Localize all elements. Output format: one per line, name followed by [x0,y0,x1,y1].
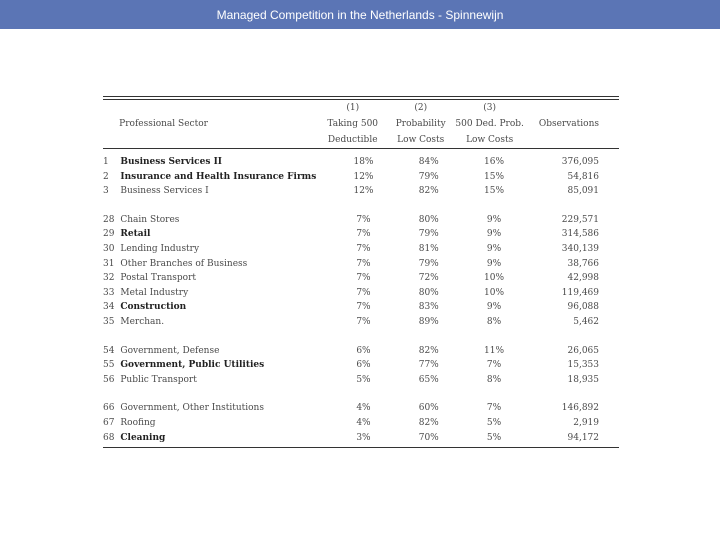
sector-name: Retail [120,229,151,240]
col-header: Taking 500 [327,119,379,129]
row-number: 54 [103,345,115,356]
value-taking-500: 5% [356,374,371,385]
row-number: 31 [103,258,115,269]
header-row-numbers [103,100,619,116]
value-prob-low-costs: 80% [418,287,439,298]
table-row [103,155,619,170]
value-500-ded-prob: 9% [486,302,502,313]
value-prob-low-costs: 89% [418,316,439,327]
row-number: 1 [103,157,109,167]
header-bar [0,0,720,29]
col-number: (1) [346,103,360,113]
row-number: 33 [103,287,115,298]
value-taking-500: 4% [356,417,371,428]
value-taking-500: 7% [356,258,371,269]
sector-name: Government, Public Utilities [120,360,265,371]
col-header: Probability [395,119,446,129]
observations: 2,919 [573,417,599,428]
row-number: 67 [103,417,115,428]
value-taking-500: 18% [353,157,374,167]
value-prob-low-costs: 80% [418,214,439,225]
observations: 38,766 [567,258,599,269]
sector-header: Professional Sector [119,119,208,129]
value-500-ded-prob: 15% [484,171,505,182]
value-taking-500: 6% [356,345,371,356]
value-prob-low-costs: 79% [418,258,439,269]
value-prob-low-costs: 79% [418,171,439,182]
table-row [103,416,619,431]
row-number: 2 [103,171,109,182]
sector-name: Other Branches of Business [120,258,248,269]
value-taking-500: 7% [356,229,371,240]
row-number: 32 [103,273,115,284]
col-header: Deductible [327,135,378,145]
col-header: Low Costs [466,135,514,145]
row-number: 55 [103,360,115,371]
row-number: 29 [103,229,115,240]
value-prob-low-costs: 82% [418,186,439,197]
results-table [103,96,619,448]
value-500-ded-prob: 7% [486,403,502,414]
table-row [103,257,619,272]
sector-name: Metal Industry [120,287,189,298]
col-header: 500 Ded. Prob. [455,119,524,129]
table-row [103,358,619,373]
observations: 54,816 [567,171,599,182]
value-taking-500: 7% [356,302,371,313]
sector-name: Postal Transport [120,273,197,284]
value-prob-low-costs: 70% [418,432,439,443]
value-taking-500: 4% [356,403,371,414]
table-body [103,149,619,447]
row-number: 34 [103,302,115,313]
table-row [103,271,619,286]
observations: 5,462 [573,316,599,327]
value-500-ded-prob: 16% [484,157,505,167]
col-number: (3) [483,103,497,113]
sector-name: Government, Other Institutions [120,403,264,414]
row-number: 30 [103,243,115,254]
observations: 96,088 [567,302,599,313]
value-500-ded-prob: 8% [486,316,502,327]
value-taking-500: 7% [356,316,371,327]
sector-name: Lending Industry [120,243,200,254]
table-row [103,286,619,301]
header-row-2 [103,132,619,148]
value-taking-500: 12% [353,171,374,182]
value-500-ded-prob: 9% [486,243,502,254]
table-row [103,213,619,228]
value-prob-low-costs: 84% [418,157,439,167]
group-spacer [103,330,619,344]
sector-name: Cleaning [120,432,166,443]
table-row [103,170,619,185]
sector-name: Public Transport [120,374,197,385]
value-500-ded-prob: 9% [486,229,502,240]
observations: 94,172 [567,432,599,443]
observations: 26,065 [567,345,599,356]
observations: 340,139 [561,243,599,254]
observations: 85,091 [567,186,599,197]
table-row [103,227,619,242]
observations: 229,571 [561,214,599,225]
value-500-ded-prob: 10% [484,287,505,298]
value-prob-low-costs: 60% [418,403,439,414]
value-500-ded-prob: 7% [486,360,502,371]
row-number: 68 [103,432,115,443]
value-prob-low-costs: 65% [418,374,439,385]
value-500-ded-prob: 15% [484,186,505,197]
row-number: 35 [103,316,115,327]
value-500-ded-prob: 9% [486,214,502,225]
sector-name: Insurance and Health Insurance Firms [120,171,317,182]
value-taking-500: 3% [356,432,371,443]
table-row [103,373,619,388]
sector-name: Construction [120,302,187,313]
table-row [103,401,619,416]
table-row [103,344,619,359]
slide-title: Managed Competition in the Netherlands - Spinnewijn [216,8,504,22]
value-prob-low-costs: 72% [418,273,439,284]
value-500-ded-prob: 8% [486,374,502,385]
row-number: 28 [103,214,115,225]
value-taking-500: 6% [356,360,371,371]
value-500-ded-prob: 9% [486,258,502,269]
table-row [103,300,619,315]
observations: 146,892 [561,403,599,414]
group-spacer [103,199,619,213]
table-row [103,431,619,446]
value-taking-500: 7% [356,214,371,225]
observations-header: Observations [538,119,599,129]
table-header [103,100,619,148]
value-prob-low-costs: 83% [418,302,439,313]
observations: 42,998 [567,273,599,284]
observations: 15,353 [567,360,599,371]
value-taking-500: 7% [356,243,371,254]
sector-name: Roofing [120,417,156,428]
row-number: 66 [103,403,115,414]
value-prob-low-costs: 79% [418,229,439,240]
value-taking-500: 7% [356,273,371,284]
observations: 376,095 [561,157,599,167]
table-row [103,184,619,199]
observations: 119,469 [561,287,599,298]
row-number: 3 [103,186,109,197]
group-spacer [103,387,619,401]
sector-name: Merchan. [120,316,165,327]
value-prob-low-costs: 81% [418,243,439,254]
value-prob-low-costs: 82% [418,417,439,428]
sector-name: Business Services I [120,186,209,197]
observations: 18,935 [567,374,599,385]
sector-name: Government, Defense [120,345,220,356]
sector-name: Chain Stores [120,214,180,225]
value-prob-low-costs: 82% [418,345,439,356]
observations: 314,586 [561,229,599,240]
col-header: Low Costs [397,135,445,145]
value-500-ded-prob: 11% [484,345,505,356]
sector-name: Business Services II [120,157,222,167]
header-row-1 [103,116,619,132]
row-number: 56 [103,374,115,385]
bottom-rule [103,447,619,448]
col-number: (2) [414,103,428,113]
value-taking-500: 12% [353,186,374,197]
value-taking-500: 7% [356,287,371,298]
table-row [103,242,619,257]
value-500-ded-prob: 10% [484,273,505,284]
table-row [103,315,619,330]
value-prob-low-costs: 77% [418,360,439,371]
value-500-ded-prob: 5% [486,432,502,443]
value-500-ded-prob: 5% [486,417,502,428]
